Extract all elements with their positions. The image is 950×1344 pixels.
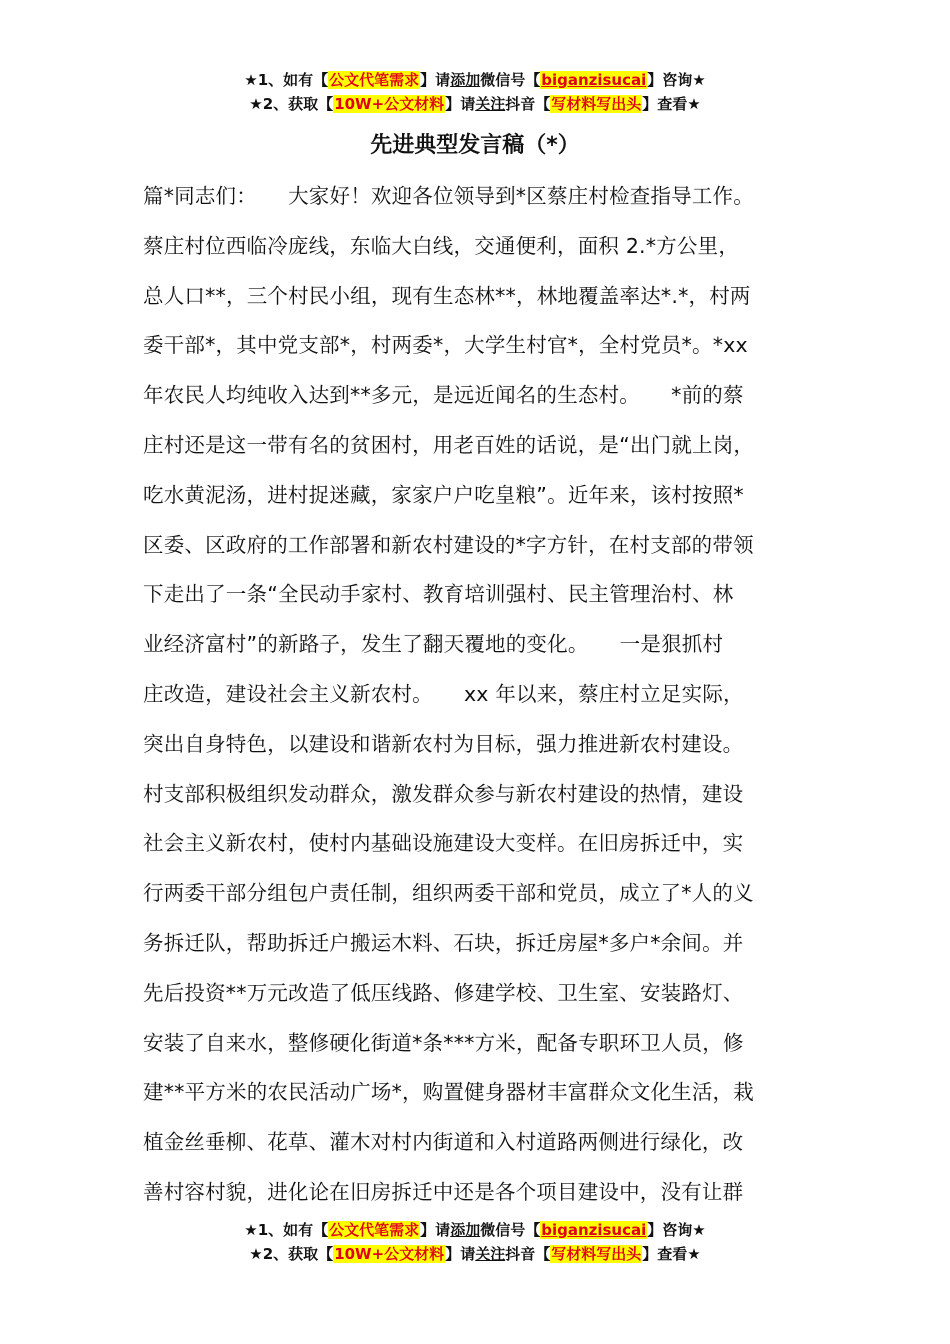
promo-text: 】请 [420, 71, 451, 89]
body-line: 植金丝垂柳、花草、灌木对村内街道和入村道路两侧进行绿化，改 [143, 1130, 744, 1155]
document-body [143, 172, 829, 1218]
body-line: 村支部积极组织发动群众，激发群众参与新农村建设的热情，建设 [143, 781, 744, 806]
promo-line-1 [0, 1218, 950, 1242]
promo-text: ★2、获取【 [249, 95, 334, 113]
douyin-id-highlight: 写材料写出头 [551, 95, 642, 113]
body-line: 务拆迁队，帮助拆迁户搬运木料、石块，拆迁房屋*多户*余间。并 [143, 930, 744, 955]
body-line: 区委、区政府的工作部署和新农村建设的*字方针，在村支部的带领 [143, 532, 754, 557]
body-line: 委干部*，其中党支部*，村两委*，大学生村官*，全村党员*。*xx [143, 333, 748, 358]
document-title: 先进典型发言稿（*） [370, 133, 580, 158]
body-line: 行两委干部分组包户责任制，组织两委干部和党员，成立了*人的义 [143, 881, 754, 906]
footer-promo-banner [0, 1218, 950, 1266]
promo-text: 】查看★ [642, 1245, 701, 1263]
promo-underlined: 关注 [475, 1245, 506, 1263]
promo-underlined: 关注 [475, 95, 506, 113]
promo-line-2 [0, 92, 950, 116]
body-line: 建**平方米的农民活动广场*，购置健身器材丰富群众文化生活，栽 [143, 1080, 754, 1105]
body-line: 蔡庄村位西临冷庞线，东临大白线，交通便利，面积 2.*方公里， [143, 233, 740, 258]
body-line: 总人口**，三个村民小组，现有生态林**，林地覆盖率达*.*，村两 [143, 283, 751, 308]
body-line: 先后投资**万元改造了低压线路、修建学校、卫生室、安装路灯、 [143, 980, 744, 1005]
wechat-id-highlight: biganzisucai [541, 71, 647, 89]
promo-text: 抖音【 [505, 1245, 551, 1263]
body-line: 吃水黄泥汤，进村捉迷藏，家家户户吃皇粮”。近年来，该村按照* [143, 482, 744, 507]
body-line: 庄村还是这一带有名的贫困村，用老百姓的话说，是“出门就上岗， [143, 432, 755, 457]
promo-text: ★2、获取【 [249, 1245, 334, 1263]
promo-text: 】查看★ [642, 95, 701, 113]
body-line: 善村容村貌，进化论在旧房拆迁中还是各个项目建设中，没有让群 [143, 1179, 744, 1204]
promo-underlined: 添加 [450, 71, 481, 89]
body-line: 业经济富村”的新路子，发生了翻天覆地的变化。 一是狠抓村 [143, 632, 724, 657]
body-line: 庄改造，建设社会主义新农村。 xx 年以来，蔡庄村立足实际， [143, 681, 744, 706]
promo-text: 微信号【 [480, 1221, 541, 1239]
promo-text: 抖音【 [505, 95, 551, 113]
body-line: 年农民人均纯收入达到**多元，是远近闻名的生态村。 *前的蔡 [143, 383, 744, 408]
header-promo-banner [0, 68, 950, 116]
body-line: 下走出了一条“全民动手家村、教育培训强村、民主管理治村、林 [143, 582, 734, 607]
promo-highlight: 公文代笔需求 [329, 71, 420, 89]
promo-text: 】请 [445, 95, 476, 113]
promo-highlight: 10W+公文材料 [334, 1245, 445, 1263]
body-line: 篇*同志们： 大家好！欢迎各位领导到*区蔡庄村检查指导工作。 [143, 184, 754, 208]
promo-line-1 [0, 68, 950, 92]
promo-text: ★1、如有【 [244, 71, 329, 89]
promo-text: 】咨询★ [647, 71, 706, 89]
promo-text: 】请 [445, 1245, 476, 1263]
promo-text: 】咨询★ [647, 1221, 706, 1239]
wechat-id-highlight: biganzisucai [541, 1221, 647, 1239]
douyin-id-highlight: 写材料写出头 [551, 1245, 642, 1263]
promo-text: ★1、如有【 [244, 1221, 329, 1239]
promo-underlined: 添加 [450, 1221, 481, 1239]
body-line: 突出自身特色，以建设和谐新农村为目标，强力推进新农村建设。 [143, 731, 744, 756]
promo-line-2 [0, 1242, 950, 1266]
promo-highlight: 公文代笔需求 [329, 1221, 420, 1239]
body-line: 社会主义新农村，使村内基础设施建设大变样。在旧房拆迁中，实 [143, 831, 744, 856]
promo-text: 微信号【 [480, 71, 541, 89]
promo-highlight: 10W+公文材料 [334, 95, 445, 113]
body-line: 安装了自来水，整修硬化街道*条***方米，配备专职环卫人员，修 [143, 1030, 744, 1055]
promo-text: 】请 [420, 1221, 451, 1239]
